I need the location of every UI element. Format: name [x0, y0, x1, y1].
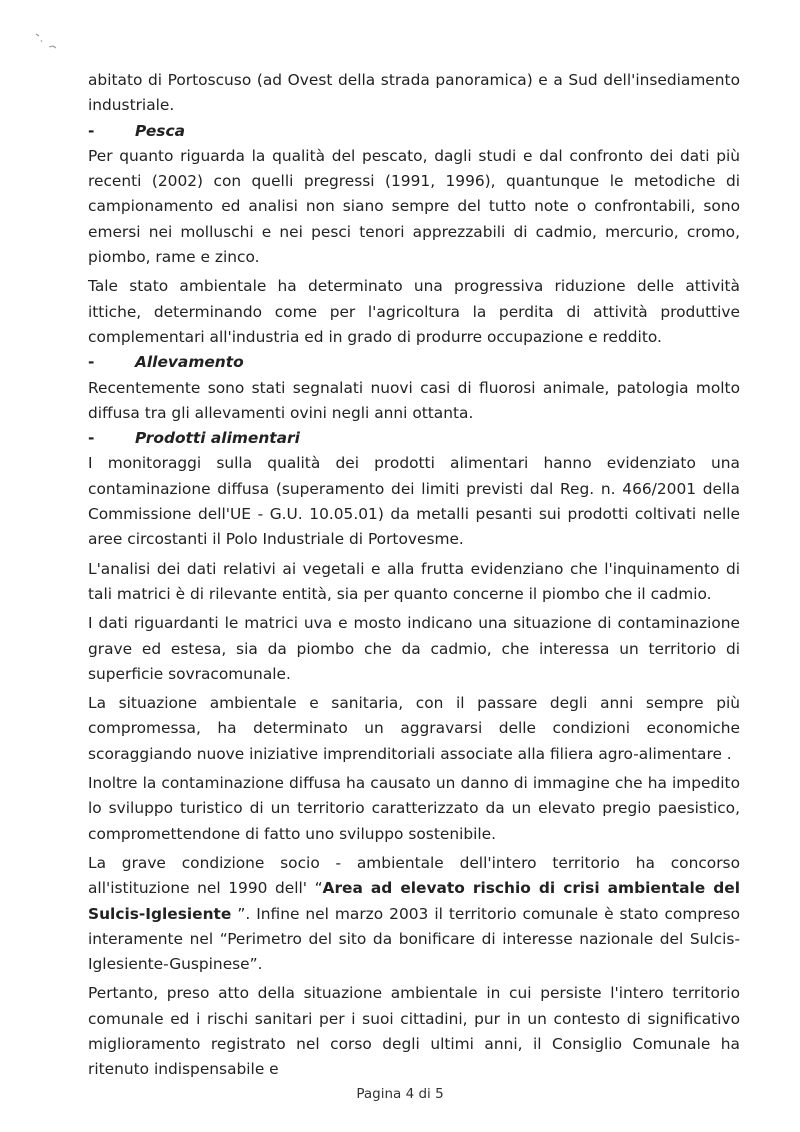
paragraph-pesca-2: Tale stato ambientale ha determinato una progressiva riduzione delle attività ittiche, determinando come per l'agricoltura la perdita di attività produttive complementari all'industria ed in grado di produrre occupazione e reddito. [88, 277, 740, 346]
paragraph-intro: abitato di Portoscuso (ad Ovest della strada panoramica) e a Sud dell'insediamento industriale. [88, 71, 740, 115]
document-body [88, 68, 740, 1083]
paragraph-prodotti-6 [88, 851, 740, 977]
heading-dash: - [88, 353, 95, 372]
paragraph-text: La grave condizione socio - ambientale dell'intero territorio ha concorso all'istituzione nel 1990 dell' “ [88, 853, 740, 898]
heading-title: Prodotti alimentari [135, 429, 300, 448]
heading-title: Allevamento [135, 353, 244, 372]
section-heading-allevamento [88, 350, 740, 375]
paragraph-prodotti-4: La situazione ambientale e sanitaria, con il passare degli anni sempre più compromessa, ha determinato un aggravarsi delle condizioni economiche scoraggiando nuove iniziative imprenditoriali associate alla filiera agro-alimentare . [88, 694, 740, 763]
paragraph-prodotti-5: Inoltre la contaminazione diffusa ha causato un danno di immagine che ha impedito lo sviluppo turistico di un territorio caratterizzato da un elevato pregio paesistico, compromettendone di fatto uno sviluppo sostenibile. [88, 774, 740, 843]
section-heading-prodotti [88, 426, 740, 451]
paragraph-prodotti-3: I dati riguardanti le matrici uva e mosto indicano una situazione di contaminazione grave ed estesa, sia da piombo che da cadmio, che interessa un territorio di superficie sovracomunale. [88, 614, 740, 683]
scan-artifact-mark [32, 28, 62, 54]
paragraph-prodotti-1: I monitoraggi sulla qualità dei prodotti alimentari hanno evidenziato una contaminazione diffusa (superamento dei limiti previsti dal Reg. n. 466/2001 della Commissione dell'UE - G.U. 10.05.01) da metalli pesanti sui prodotti coltivati nelle aree circostanti il Polo Industriale di Portovesme. [88, 454, 740, 549]
heading-dash: - [88, 121, 95, 140]
area-designation-bold: Area ad elevato rischio di crisi ambientale del Sulcis-Iglesiente [88, 879, 740, 923]
paragraph-text: ”. Infine nel marzo 2003 il territorio comunale è stato compreso interamente nel “Perimetro del sito da bonificare di interesse nazionale del Sulcis-Iglesiente-Guspinese”. [88, 904, 740, 974]
paragraph-pesca-1: Per quanto riguarda la qualità del pescato, dagli studi e dal confronto dei dati più recenti (2002) con quelli pregressi (1991, 1996), quantunque le metodiche di campionamento ed analisi non siano sempre del tutto note o confrontabili, sono emersi nei molluschi e nei pesci tenori apprezzabili di cadmio, mercurio, cromo, piombo, rame e zinco. [88, 146, 740, 267]
paragraph-prodotti-7: Pertanto, preso atto della situazione ambientale in cui persiste l'intero territorio comunale ed i rischi sanitari per i suoi cittadini, pur in un contesto di significativo miglioramento registrato nel corso degli ultimi anni, il Consiglio Comunale ha ritenuto indispensabile e [88, 984, 740, 1079]
paragraph-allevamento-1: Recentemente sono stati segnalati nuovi casi di fluorosi animale, patologia molto diffusa tra gli allevamenti ovini negli anni ottanta. [88, 378, 740, 422]
paragraph-prodotti-2: L'analisi dei dati relativi ai vegetali e alla frutta evidenziano che l'inquinamento di tali matrici è di rilevante entità, sia per quanto concerne il piombo che il cadmio. [88, 559, 740, 603]
page-number: Pagina 4 di 5 [356, 1086, 444, 1102]
section-heading-pesca [88, 119, 740, 144]
heading-title: Pesca [135, 121, 185, 140]
heading-dash: - [88, 429, 95, 448]
